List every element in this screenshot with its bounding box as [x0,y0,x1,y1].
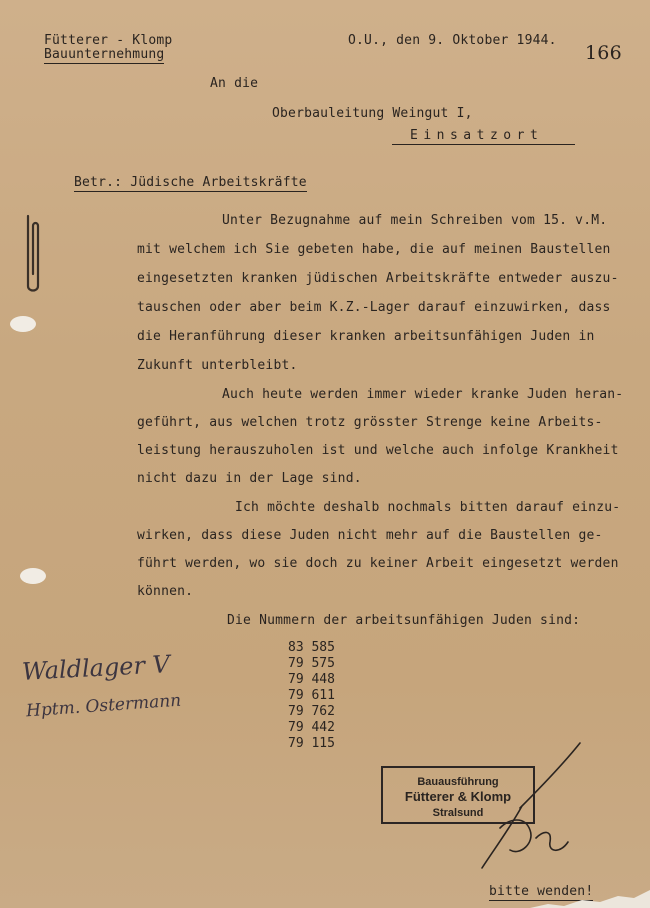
handwritten-camp: Waldlager V [21,650,171,686]
body-line-10: nicht dazu in der Lage sind. [137,471,362,486]
prisoner-number: 79 448 [288,672,335,687]
body-line-8: geführt, aus welchen trotz grösster Strenge keine Arbeits- [137,415,603,430]
body-line-3: eingesetzten kranken jüdischen Arbeitskräfte entweder auszu- [137,271,619,286]
body-line-11: Ich möchte deshalb nochmals bitten darauf einzu- [235,500,621,515]
body-line-14: können. [137,584,194,599]
stamp-line1: Bauausführung [417,776,499,788]
prisoner-number: 79 762 [288,704,335,719]
footer-note: bitte wenden! [489,884,594,899]
recipient-line2: Oberbauleitung Weingut I, [272,106,473,121]
subject-label: Betr.: [74,175,123,190]
paperclip-icon [22,214,44,294]
subject-text: Jüdische Arbeitskräfte [130,175,307,190]
body-line-13: führt werden, wo sie doch zu keiner Arbeit eingesetzt werden [137,556,619,571]
place-date: O.U., den 9. Oktober 1944. [348,33,557,48]
recipient-line3: Einsatzort [392,128,575,145]
stamp-line2: Fütterer & Klomp [404,789,512,804]
body-line-9: leistung herauszuholen ist und welche auch infolge Krankheit [137,443,619,458]
sender-line2: Bauunternehmung [44,47,165,62]
stamp-line3: Stralsund [432,807,484,819]
handwritten-note: Hptm. Ostermann [25,690,182,722]
body-line-2: mit welchem ich Sie gebeten habe, die auf meinen Baustellen [137,242,611,257]
prisoner-number: 79 575 [288,656,335,671]
body-line-6: Zukunft unterbleibt. [137,358,298,373]
subject [74,175,307,192]
punch-hole-icon [20,568,46,584]
company-stamp [381,766,535,824]
body-line-1: Unter Bezugnahme auf mein Schreiben vom 15. v.M. [222,213,608,228]
sender-company: Fütterer - Klomp [44,33,173,48]
numbers-intro: Die Nummern der arbeitsunfähigen Juden sind: [227,613,581,628]
prisoner-number: 79 115 [288,736,335,751]
prisoner-number-list [288,640,335,752]
torn-corner [530,878,650,908]
body-line-12: wirken, dass diese Juden nicht mehr auf die Baustellen ge- [137,528,603,543]
prisoner-number: 83 585 [288,640,335,655]
body-line-4: tauschen oder aber beim K.Z.-Lager darauf einzuwirken, dass [137,300,611,315]
page-number: 166 [585,42,622,64]
body-line-5: die Heranführung dieser kranken arbeitsunfähigen Juden in [137,329,595,344]
body-line-7: Auch heute werden immer wieder kranke Juden heran- [222,387,624,402]
punch-hole-icon [10,316,36,332]
prisoner-number: 79 611 [288,688,335,703]
recipient-line1: An die [210,76,259,91]
prisoner-number: 79 442 [288,720,335,735]
